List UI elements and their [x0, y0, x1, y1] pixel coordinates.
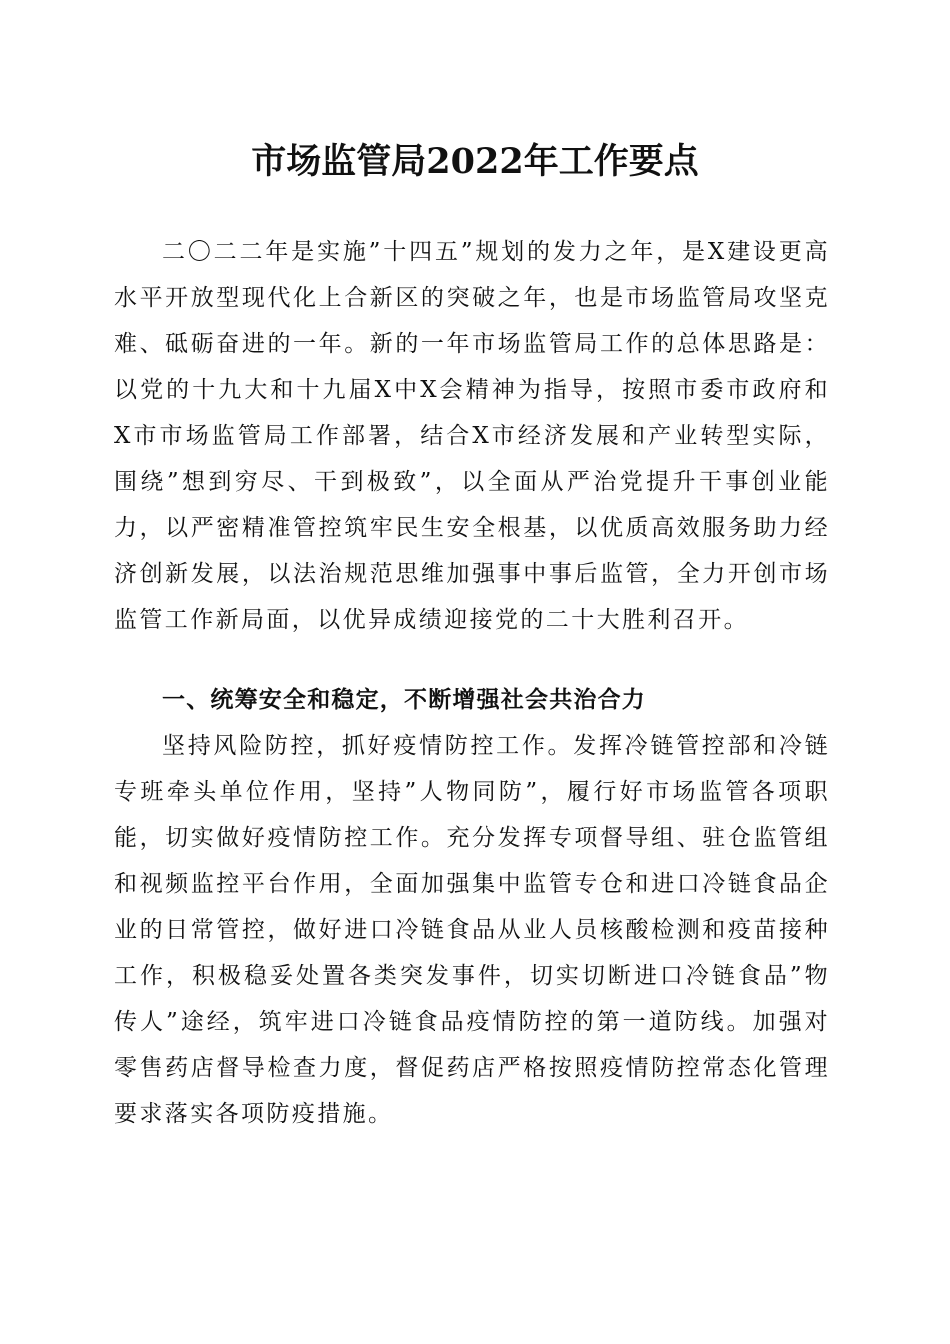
section-heading: 一、统筹安全和稳定，不断增强社会共治合力	[162, 687, 646, 713]
document-title: 市场监管局2022年工作要点	[251, 141, 699, 182]
intro-paragraph: 二〇二二年是实施”十四五”规划的发力之年，是X建设更高水平开放型现代化上合新区的突破之年，也是市场监管局攻坚克难、砥砺奋进的一年。新的一年市场监管局工作的总体思路是：以党的十九大和十九届X中X会精神为指导，按照市委市政府和X市市场监管局工作部署，结合X市经济发展和产业转型实际，围绕”想到穷尽、干到极致”，以全面从严治党提升干事创业能力，以严密精准管控筑牢民生安全根基，以优质高效服务助力经济创新发展，以法治规范思维加强事中事后监管，全力开创市场监管工作新局面，以优异成绩迎接党的二十大胜利召开。	[114, 239, 830, 633]
section-paragraph: 坚持风险防控，抓好疫情防控工作。发挥冷链管控部和冷链专班牵头单位作用，坚持”人物同防”，履行好市场监管各项职能，切实做好疫情防控工作。充分发挥专项督导组、驻仓监管组和视频监控平台作用，全面加强集中监管专仓和进口冷链食品企业的日常管控，做好进口冷链食品从业人员核酸检测和疫苗接种工作，积极稳妥处置各类突发事件，切实切断进口冷链食品”物传人”途经，筑牢进口冷链食品疫情防控的第一道防线。加强对零售药店督导检查力度，督促药店严格按照疫情防控常态化管理要求落实各项防疫措施。	[114, 733, 830, 1127]
